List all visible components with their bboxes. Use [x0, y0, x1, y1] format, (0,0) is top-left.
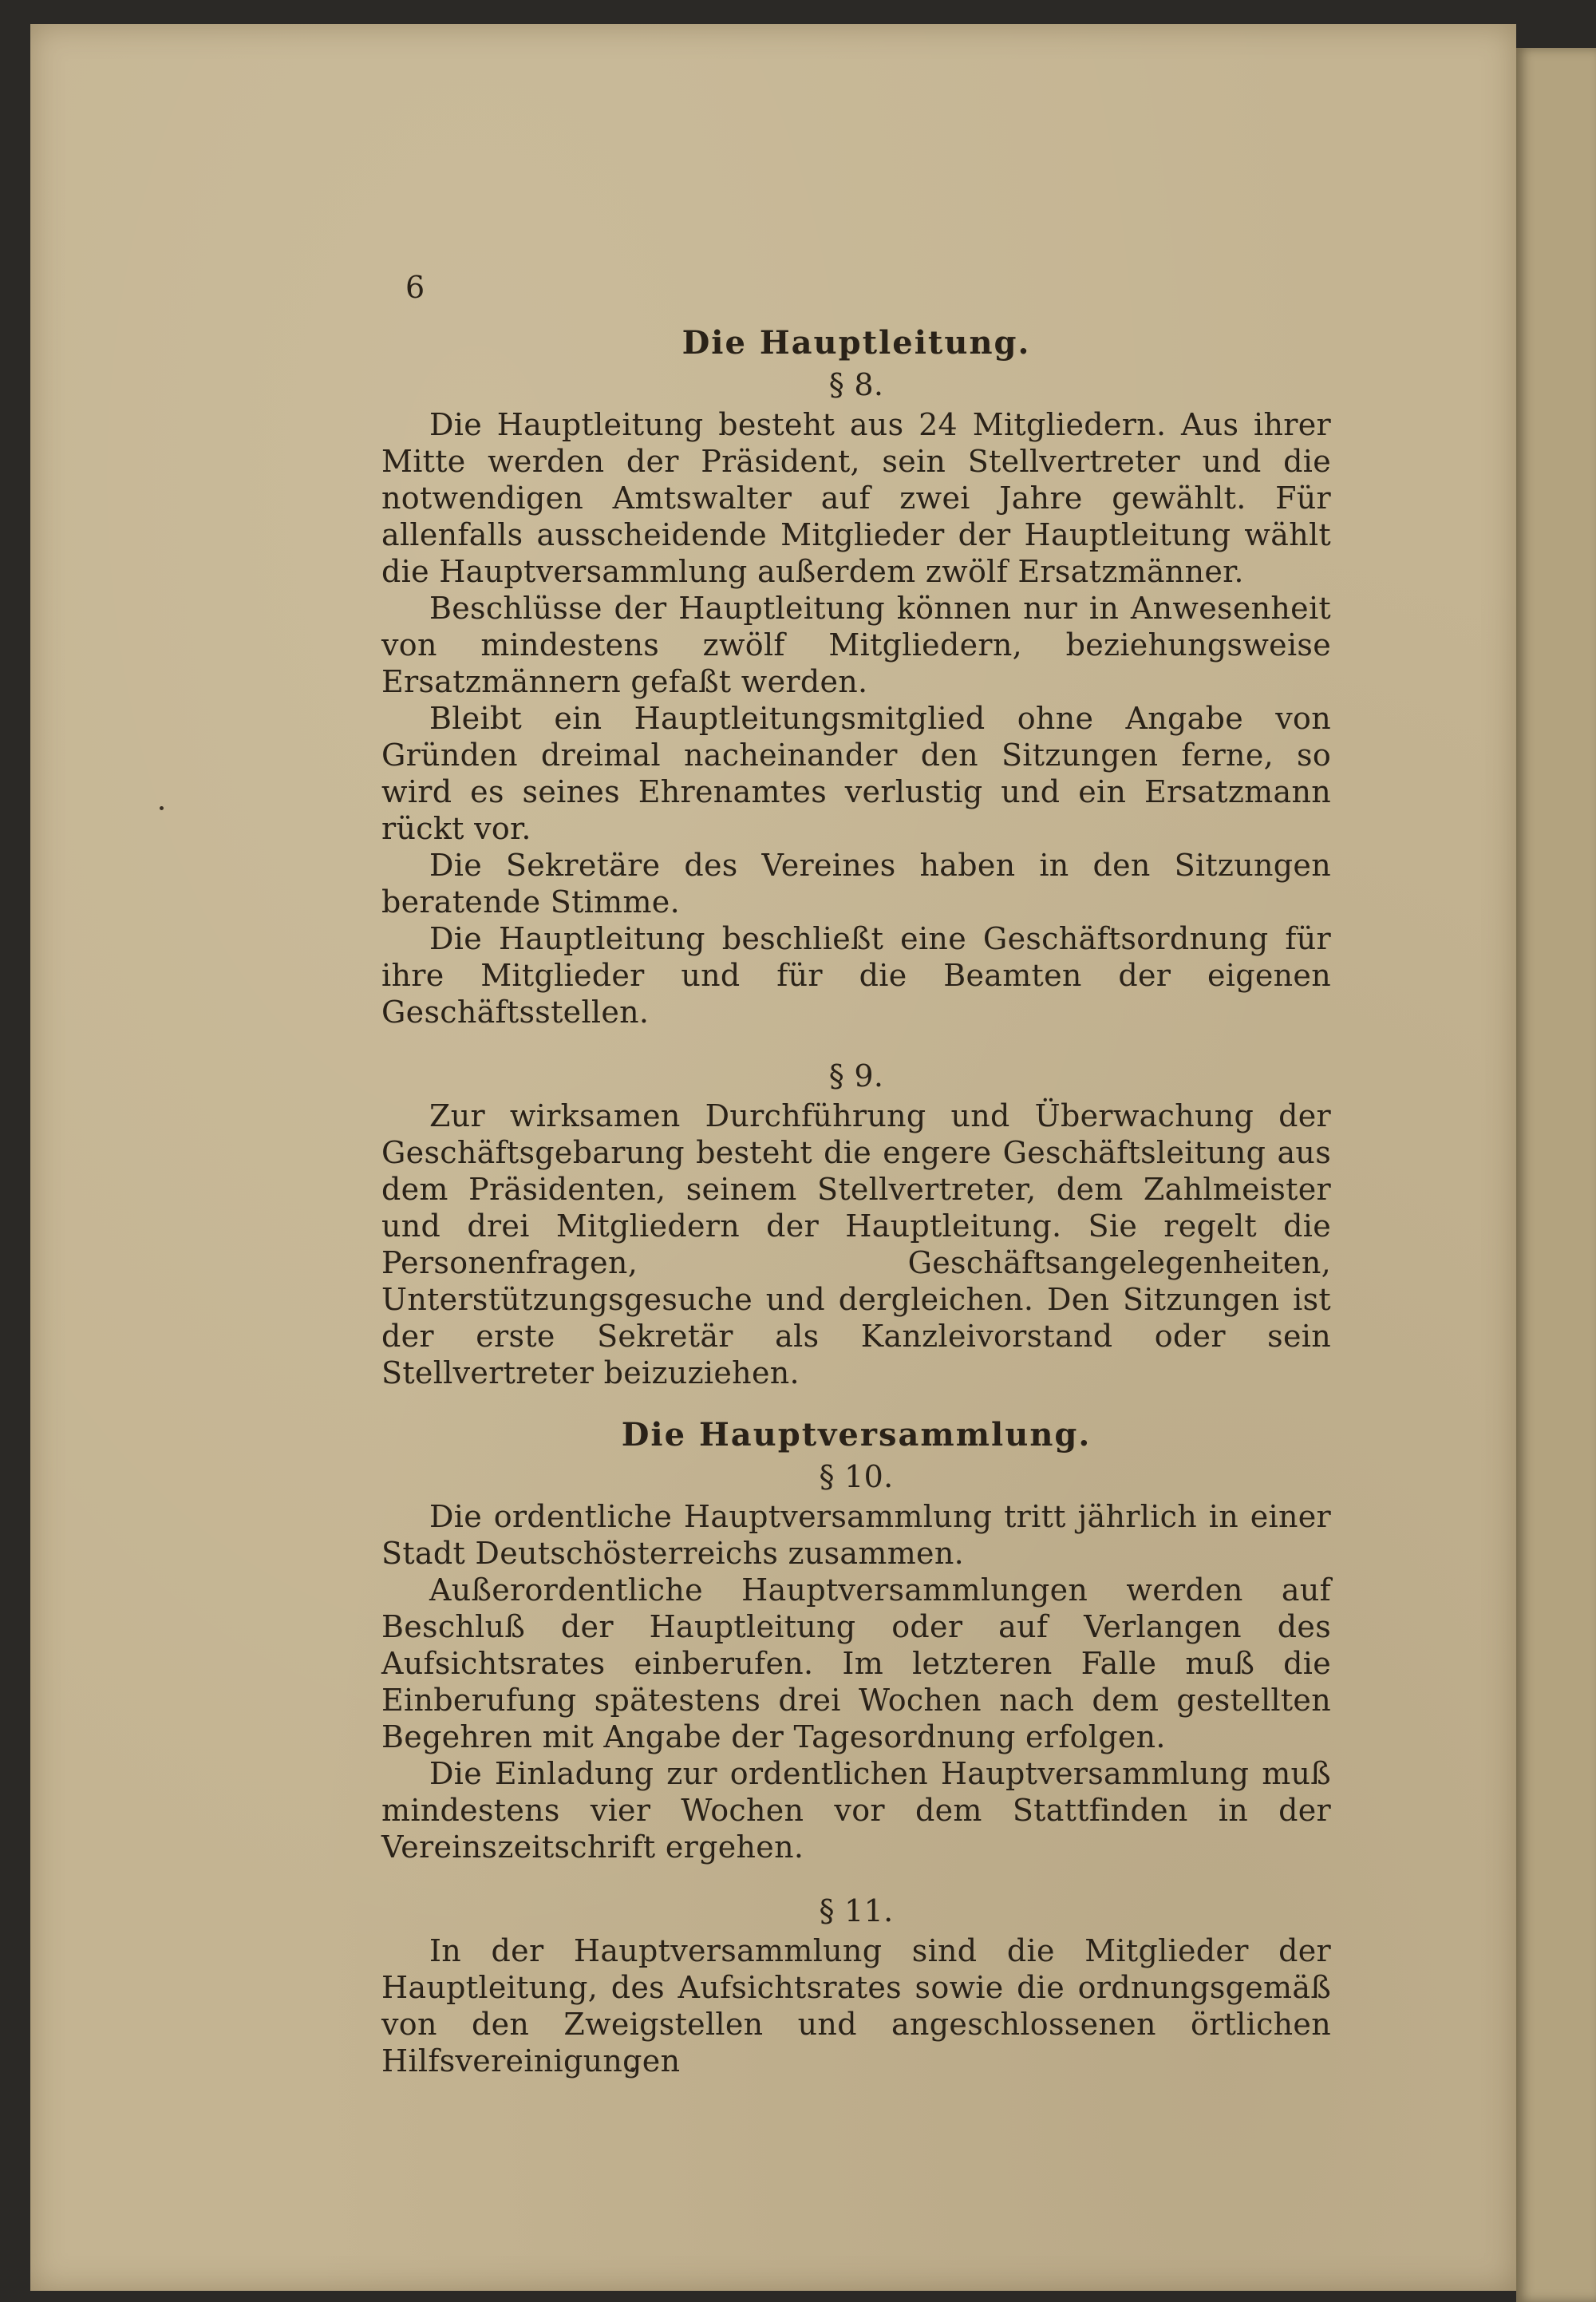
paragraph-text: Außerordentliche Hauptversammlungen werden auf Beschluß der Hauptleitung oder auf Verlangen des Aufsichtsrates einberufen. Im letzteren Falle muß die Einberufung spätestens drei Wochen nach dem gestellten Begehren mit Angabe der Tagesordnung erfolgen.	[381, 1572, 1331, 1754]
section-mark-11: § 11.	[819, 1893, 894, 1928]
paragraph-text: Die Einladung zur ordentlichen Hauptversammlung muß mindestens vier Wochen vor dem Stattfinden in der Vereinszeitschrift ergehen.	[381, 1756, 1331, 1865]
paragraph-text: Die ordentliche Hauptversammlung tritt jährlich in einer Stadt Deutschösterreichs zusammen.	[381, 1499, 1331, 1571]
paper-speck	[160, 806, 164, 810]
paragraph-text: Zur wirksamen Durchführung und Überwachung der Geschäftsgebarung besteht die engere Geschäftsleitung aus dem Präsidenten, seinem Stellvertreter, dem Zahlmeister und drei Mitgliedern der Hauptleitung. Sie regelt die Personenfragen, Geschäftsangelegenheiten, Unterstützungsgesuche und dergleichen. Den Sitzungen ist der erste Sekretär als Kanzleivorstand oder sein Stellvertreter beizuziehen.	[381, 1098, 1331, 1390]
paragraph-text: In der Hauptversammlung sind die Mitglieder der Hauptleitung, des Aufsichtsrates sowie die ordnungsgemäß von den Zweigstellen und angeschlossenen örtlichen Hilfsvereinigungen	[381, 1933, 1331, 2079]
adjacent-page-edge	[1516, 48, 1596, 2302]
paragraph-text: Die Sekretäre des Vereines haben in den Sitzungen beratende Stimme.	[381, 848, 1331, 920]
section-mark-10: § 10.	[819, 1459, 894, 1494]
section-mark-8: § 8.	[828, 367, 884, 402]
page-text	[381, 323, 1331, 2079]
section-heading-hauptleitung: Die Hauptleitung.	[681, 324, 1031, 362]
paragraph-text: Die Hauptleitung beschließt eine Geschäftsordnung für ihre Mitglieder und für die Beamten der eigenen Geschäftsstellen.	[381, 921, 1331, 1030]
paragraph-text: Beschlüsse der Hauptleitung können nur in Anwesenheit von mindestens zwölf Mitgliedern, beziehungsweise Ersatzmännern gefaßt werden.	[381, 591, 1331, 699]
section-heading-hauptversammlung: Die Hauptversammlung.	[621, 1416, 1092, 1454]
paragraph-text: Die Hauptleitung besteht aus 24 Mitgliedern. Aus ihrer Mitte werden der Präsident, sein Stellvertreter und die notwendigen Amtswalter auf zwei Jahre gewählt. Für allenfalls ausscheidende Mitglieder der Hauptleitung wählt die Hauptversammlung außerdem zwölf Ersatzmänner.	[381, 407, 1331, 589]
section-mark-9: § 9.	[828, 1058, 884, 1094]
paragraph-text: Bleibt ein Hauptleitungsmitglied ohne Angabe von Gründen dreimal nacheinander den Sitzungen ferne, so wird es seines Ehrenamtes verlustig und ein Ersatzmann rückt vor.	[381, 701, 1331, 846]
page-number: 6	[405, 270, 425, 305]
